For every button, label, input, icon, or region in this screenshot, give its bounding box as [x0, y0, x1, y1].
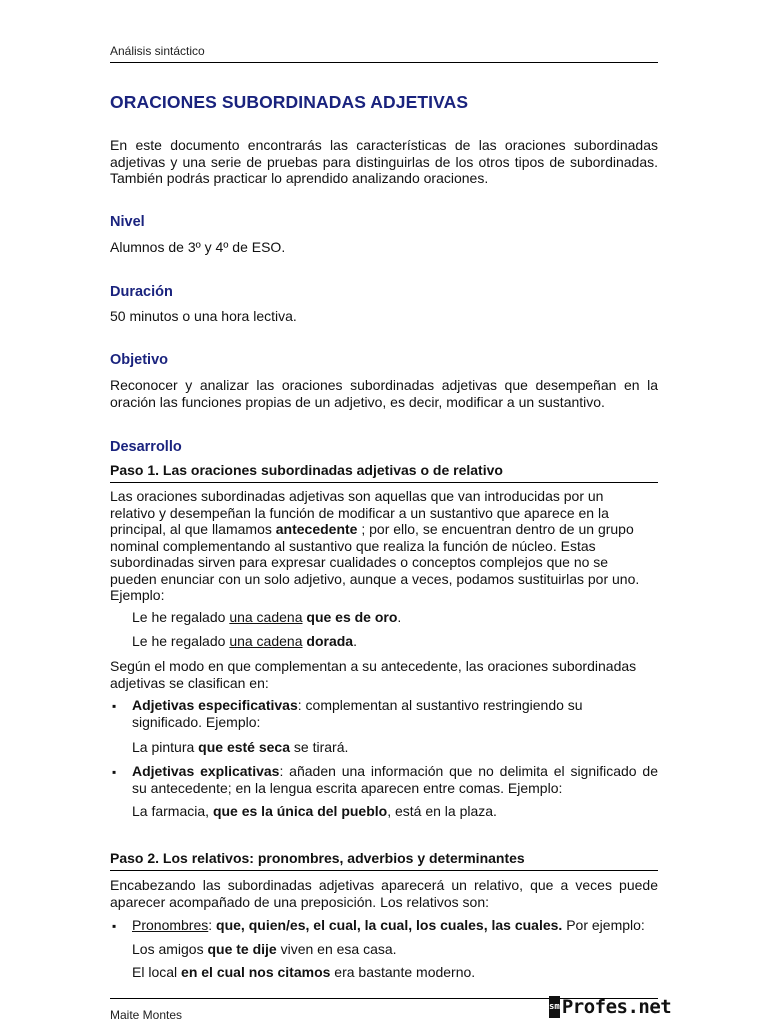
text-line: aparecer acompañado de una preposición. Los relativos son: — [110, 893, 490, 910]
document-title: ORACIONES SUBORDINADAS ADJETIVAS — [110, 92, 469, 112]
text-fragment: Le he regalado — [132, 633, 230, 649]
bold-subordinate: que es de oro — [302, 609, 398, 625]
section-heading-desarrollo: Desarrollo — [110, 439, 182, 455]
bold-term: Adjetivas explicativas — [132, 763, 280, 779]
text-line: subordinadas sirven para expresar cualidades o conceptos complejos que no se — [110, 554, 609, 570]
bullet-pronombres — [132, 917, 658, 934]
objetivo-line: oración las funciones propias de un adjetivo, es decir, modificar a un sustantivo. — [110, 393, 605, 410]
text-fragment: : — [208, 917, 217, 933]
bullet-explicativas — [132, 763, 658, 796]
bold-relatives: que, quien/es, el cual, la cual, los cuales, las cuales. — [216, 917, 563, 933]
text-fragment: La farmacia, — [132, 803, 213, 819]
objetivo-paragraph — [110, 377, 658, 410]
intro-line: adjetivas y una serie de pruebas para distinguirlas de los otros tipos de subordinadas. — [110, 153, 658, 170]
underlined-antecedent: una cadena — [229, 633, 303, 649]
text-line — [132, 763, 658, 780]
text-line: su antecedente; en la lengua escrita aparecen entre comas. Ejemplo: — [132, 779, 563, 796]
example-sentence — [132, 633, 357, 649]
bold-subordinate: que te dije — [207, 941, 277, 957]
bullet-icon: ▪ — [112, 765, 117, 779]
bullet-icon: ▪ — [112, 919, 117, 933]
text-line: pueden enunciar con un solo adjetivo, aunque a veces, podamos sustituirlas por uno. — [110, 570, 640, 587]
text-fragment: El local — [132, 964, 182, 980]
step-2-paragraph — [110, 877, 658, 910]
text-line: Encabezando las subordinadas adjetivas aparecerá un relativo, que a veces puede — [110, 877, 658, 893]
text-line: adjetivas se clasifican en: — [110, 674, 269, 691]
header-rule — [110, 62, 658, 63]
example-sentence — [132, 739, 348, 755]
example-sentence — [132, 803, 497, 819]
text-fragment: . — [353, 633, 357, 649]
classification-paragraph — [110, 658, 658, 691]
text-line: nominal complementando al sustantivo que realiza la función de núcleo. Estas — [110, 537, 596, 554]
step-2-heading: Paso 2. Los relativos: pronombres, adverbios y determinantes — [110, 850, 525, 866]
text-fragment: , está en la plaza. — [387, 803, 497, 819]
profes-net-logo — [549, 994, 672, 1020]
text-line: Ejemplo: — [110, 587, 165, 603]
text-fragment: era bastante moderno. — [330, 964, 476, 980]
logo-mark: sm — [549, 996, 560, 1018]
step-1-paragraph — [110, 488, 658, 604]
text-line — [110, 521, 658, 538]
running-header: Análisis sintáctico — [110, 44, 205, 58]
section-heading-objetivo: Objetivo — [110, 352, 169, 368]
text-fragment: . — [397, 609, 402, 625]
step-2-rule — [110, 870, 658, 871]
text-fragment: La pintura — [132, 739, 199, 755]
section-heading-nivel: Nivel — [110, 214, 145, 230]
text-fragment: Por ejemplo: — [562, 917, 645, 933]
text-fragment: Los amigos — [132, 941, 208, 957]
bullet-especificativas — [132, 697, 658, 730]
underlined-term: Pronombres — [132, 917, 209, 933]
text-fragment: se tirará. — [290, 739, 349, 755]
underlined-antecedent: una cadena — [229, 609, 303, 625]
bold-term: Adjetivas especificativas — [132, 697, 298, 713]
duracion-text: 50 minutos o una hora lectiva. — [110, 308, 297, 324]
text-fragment: viven en esa casa. — [276, 941, 397, 957]
bold-subordinate: que es la única del pueblo — [212, 803, 388, 819]
bold-subordinate: en el cual nos citamos — [181, 964, 331, 980]
text-line: relativo y desempeñan la función de modificar a un sustantivo que aparece en la — [110, 504, 609, 521]
text-fragment: : complementan al sustantivo restringiendo su — [297, 697, 583, 713]
objetivo-line: Reconocer y analizar las oraciones subordinadas adjetivas que desempeñan en la — [110, 377, 658, 393]
bullet-icon: ▪ — [112, 699, 117, 713]
example-sentence — [132, 941, 397, 957]
text-line: Las oraciones subordinadas adjetivas son aquellas que van introducidas por un — [110, 488, 604, 504]
intro-line: En este documento encontrarás las características de las oraciones subordinadas — [110, 137, 658, 153]
example-sentence — [132, 609, 401, 625]
step-1-rule — [110, 482, 658, 483]
text-line — [132, 697, 658, 714]
nivel-text: Alumnos de 3º y 4º de ESO. — [110, 239, 286, 255]
text-fragment: Le he regalado — [132, 609, 230, 625]
intro-line: También podrás practicar lo aprendido analizando oraciones. — [110, 170, 489, 186]
step-1-heading: Paso 1. Las oraciones subordinadas adjetivas o de relativo — [110, 462, 503, 478]
text-fragment: : añaden una información que no delimita el significado de — [279, 763, 658, 779]
text-fragment: principal, al que llamamos — [110, 521, 276, 537]
footer-author: Maite Montes — [110, 1008, 183, 1022]
section-heading-duracion: Duración — [110, 284, 173, 300]
bold-adjective: dorada — [302, 633, 354, 649]
logo-wordmark: Profes.net — [561, 996, 672, 1018]
text-fragment: ; por ello, se encuentran dentro de un grupo — [357, 521, 634, 537]
example-sentence — [132, 964, 475, 980]
text-line: Según el modo en que complementan a su antecedente, las oraciones subordinadas — [110, 658, 637, 674]
text-line: significado. Ejemplo: — [132, 713, 261, 730]
bold-subordinate: que esté seca — [198, 739, 291, 755]
intro-paragraph — [110, 137, 658, 187]
term-antecedente: antecedente — [275, 521, 358, 537]
